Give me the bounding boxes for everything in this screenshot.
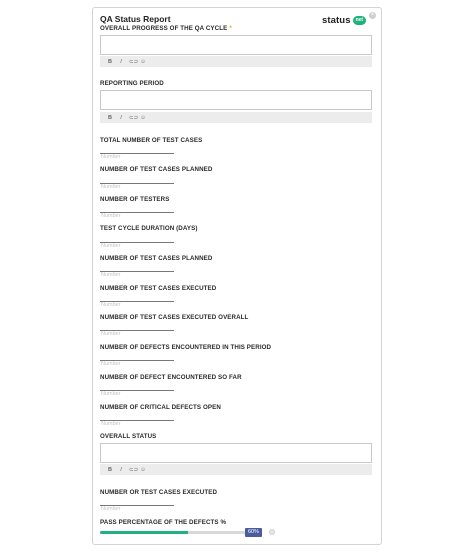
pass-percentage-slider[interactable] [100,531,246,534]
bold-icon[interactable]: B [108,58,112,65]
defects-so-far-input[interactable] [100,390,175,398]
overall-status-textarea[interactable] [100,443,372,463]
close-icon[interactable]: × [370,12,375,18]
link-icon[interactable]: ⊂⊃ [129,466,139,473]
reporting-period-label: REPORTING PERIOD [100,80,164,87]
defects-period-label: NUMBER OF DEFECTS ENCOUNTERED IN THIS PERIOD [100,344,272,351]
statusnet-logo [322,14,366,26]
cycle-duration-input[interactable] [100,242,175,250]
pass-percentage-label: PASS PERCENTAGE OF THE DEFECTS % [100,519,227,526]
reporting-period-toolbar [100,112,372,123]
overall-progress-textarea[interactable] [100,35,372,55]
pass-percentage-fill [100,531,188,534]
bold-icon[interactable]: B [108,114,112,121]
critical-defects-input[interactable] [100,420,175,428]
defects-so-far-label: NUMBER OF DEFECT ENCOUNTERED SO FAR [100,374,242,381]
emoji-icon[interactable]: ☺ [140,58,146,65]
defects-period-field[interactable] [100,352,174,361]
executed-overall-input[interactable] [100,330,175,338]
executed-overall-field[interactable] [100,322,174,331]
test-cases-planned-field[interactable] [100,175,174,184]
executed-overall-label: NUMBER OF TEST CASES EXECUTED OVERALL [100,314,249,321]
overall-status-label: OVERALL STATUS [100,433,157,440]
logo-word: status [322,14,351,26]
test-cases-executed-label: NUMBER OF TEST CASES EXECUTED [100,285,217,292]
total-test-cases-field[interactable] [100,145,174,154]
cycle-duration-label: TEST CYCLE DURATION (DAYS) [100,225,198,232]
testers-label: NUMBER OF TESTERS [100,196,170,203]
required-mark: * [229,25,232,32]
emoji-icon[interactable]: ☺ [140,466,146,473]
overall-progress-label [100,25,232,32]
test-cases-planned-label: NUMBER OF TEST CASES PLANNED [100,166,213,173]
test-cases-planned-input[interactable] [100,183,175,191]
overall-status-toolbar [100,464,372,475]
total-test-cases-label: TOTAL NUMBER OF TEST CASES [100,137,203,144]
logo-pill: net [353,16,367,25]
test-cases-executed-field[interactable] [100,293,174,302]
slider-handle[interactable] [269,529,275,535]
overall-progress-toolbar [100,56,372,67]
testers-field[interactable] [100,204,174,213]
test-cases-planned-2-label: NUMBER OF TEST CASES PLANNED [100,255,213,262]
emoji-icon[interactable]: ☺ [140,114,146,121]
test-cases-executed-2-input[interactable] [100,505,175,513]
test-cases-executed-2-label: NUMBER OR TEST CASES EXECUTED [100,489,218,496]
pass-percentage-badge: 60% [245,528,262,537]
bold-icon[interactable]: B [108,466,112,473]
defects-period-input[interactable] [100,360,175,368]
link-icon[interactable]: ⊂⊃ [129,58,139,65]
critical-defects-field[interactable] [100,412,174,421]
italic-icon[interactable]: I [120,466,122,473]
total-test-cases-input[interactable] [100,153,175,161]
test-cases-executed-input[interactable] [100,301,175,309]
reporting-period-textarea[interactable] [100,90,372,110]
critical-defects-label: NUMBER OF CRITICAL DEFECTS OPEN [100,404,221,411]
italic-icon[interactable]: I [120,58,122,65]
test-cases-planned-2-input[interactable] [100,271,175,279]
defects-so-far-field[interactable] [100,382,174,391]
form-title: QA Status Report [100,14,171,24]
link-icon[interactable]: ⊂⊃ [129,114,139,121]
testers-input[interactable] [100,212,175,220]
cycle-duration-field[interactable] [100,234,174,243]
test-cases-executed-2-field[interactable] [100,497,174,506]
overall-progress-label-text: OVERALL PROGRESS OF THE QA CYCLE [100,25,228,32]
test-cases-planned-2-field[interactable] [100,263,174,272]
italic-icon[interactable]: I [120,114,122,121]
